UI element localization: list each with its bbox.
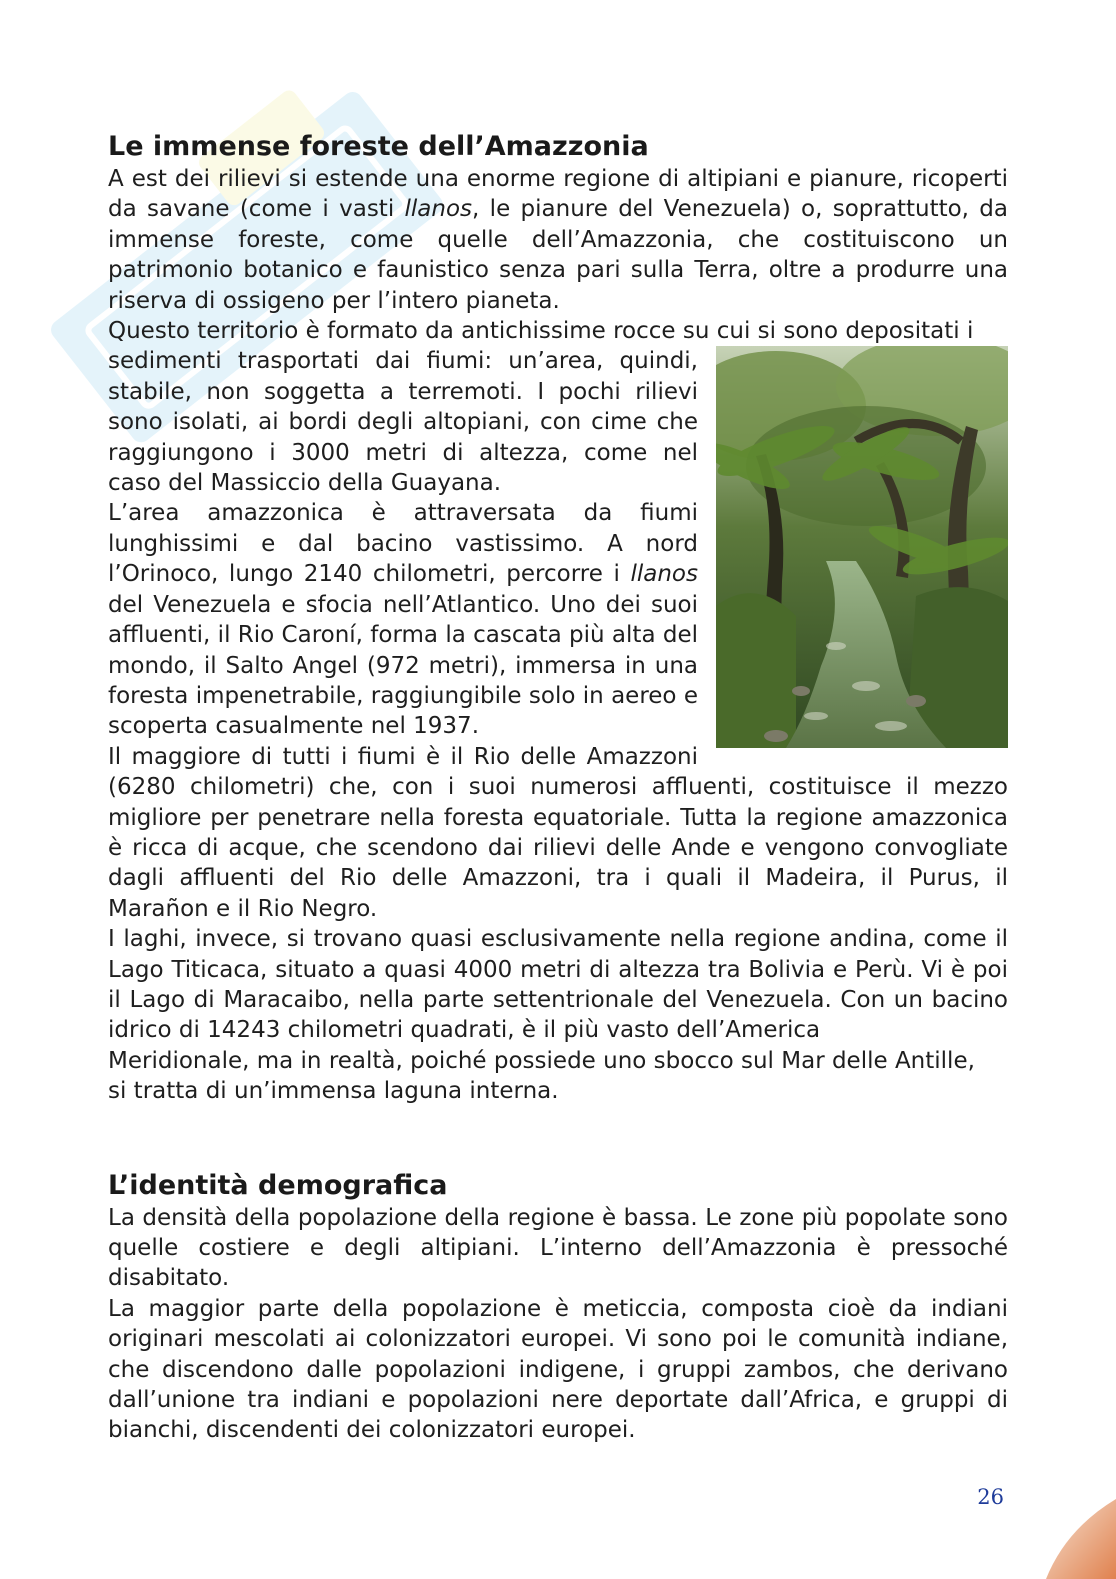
section-title-amazzonia: Le immense foreste dell’Amazzonia [108, 131, 649, 162]
paragraph-territorio: sedimenti trasportati dai fiumi: un’area, quindi, stabile, non soggetta a terremoti. I pochi rilievi sono isolati, ai bordi degli altopiani, con cime che raggiungono i 3000 metri di altezza, come nel caso del Massiccio della Guayana. [108, 348, 698, 497]
paragraph-popolazione: La maggior parte della popolazione è meticcia, composta cioè da indiani originari mescolati ai colonizzatori europei. Vi sono poi le comunità indiane, che discendono dalle popolazioni indigene, i gruppi zambos, che derivano dall’unione tra indiani e popolazioni nere deportate dall’Africa, e gruppi di bianchi, discendenti dei colonizzatori europei. [108, 1295, 1008, 1444]
rainforest-photo [716, 346, 1008, 748]
paragraph-laghi [108, 924, 1008, 1106]
paragraph-laghi-body: I laghi, invece, si trovano quasi esclusivamente nella regione andina, come il Lago Titicaca, situato a quasi 4000 metri di altezza tra Bolivia e Perù. Vi è poi il Lago di Maracaibo, nella parte settentrionale del Venezuela. Con un bacino idrico di 14243 chilometri quadrati, è il più vasto dell’America [108, 926, 1008, 1044]
page-content [108, 130, 1008, 1446]
section-spacer [108, 1107, 1008, 1169]
paragraph-territorio-line: Questo territorio è formato da antichissime rocce su cui si sono depositati i [108, 318, 974, 345]
paragraph-laghi-line: Meridionale, ma in realtà, poiché possiede uno sbocco sul Mar delle Antille, [108, 1047, 975, 1074]
paragraph-fiumi: L’area amazzonica è attraversata da fiumi lunghissimi e dal bacino vastissimo. A nord l’Orinoco, lungo 2140 chilometri, percorre i llanos del Venezuela e sfocia nell’Atlantico. Uno dei suoi affluenti, il Rio Caroní, forma la cascata più alta del mondo, il Salto Angel (972 metri), immersa in una foresta impenetrabile, raggiungibile solo in aereo e scoperta casualmente nel 1937. [108, 500, 698, 740]
section-title-demografica: L’identità demografica [108, 1169, 448, 1201]
paragraph-densita: La densità della popolazione della regione è bassa. Le zone più popolate sono quelle costiere e degli altipiani. L’interno dell’Amazzonia è pressoché disabitato. [108, 1204, 1008, 1292]
paragraph-rio-amazzoni: Il maggiore di tutti i fiumi è il Rio delle Amazzoni (6280 chilometri) che, con i suoi numerosi affluenti, costituisce il mezzo migliore per penetrare nella foresta equatoriale. Tutta la regione amazzonica è ricca di acque, che scendono dai rilievi delle Ande e vengono convogliate dagli affluenti del Rio delle Amazzoni, tra i quali il Madeira, il Purus, il Marañon e il Rio Negro. [108, 743, 1008, 922]
paragraph-laghi-last-line: si tratta di un’immensa laguna interna. [108, 1078, 559, 1105]
page-number: 26 [977, 1485, 1004, 1509]
paragraph-altipiani: A est dei rilievi si estende una enorme regione di altipiani e pianure, ricoperti da savane (come i vasti llanos, le pianure del Venezuela) o, soprattutto, da immense foreste, come quelle dell’Amazzonia, che costituiscono un patrimonio botanico e faunistico senza pari sulla Terra, oltre a produrre una riserva di ossigeno per l’intero pianeta. [108, 166, 1008, 314]
page-curl-corner [1026, 1489, 1116, 1579]
